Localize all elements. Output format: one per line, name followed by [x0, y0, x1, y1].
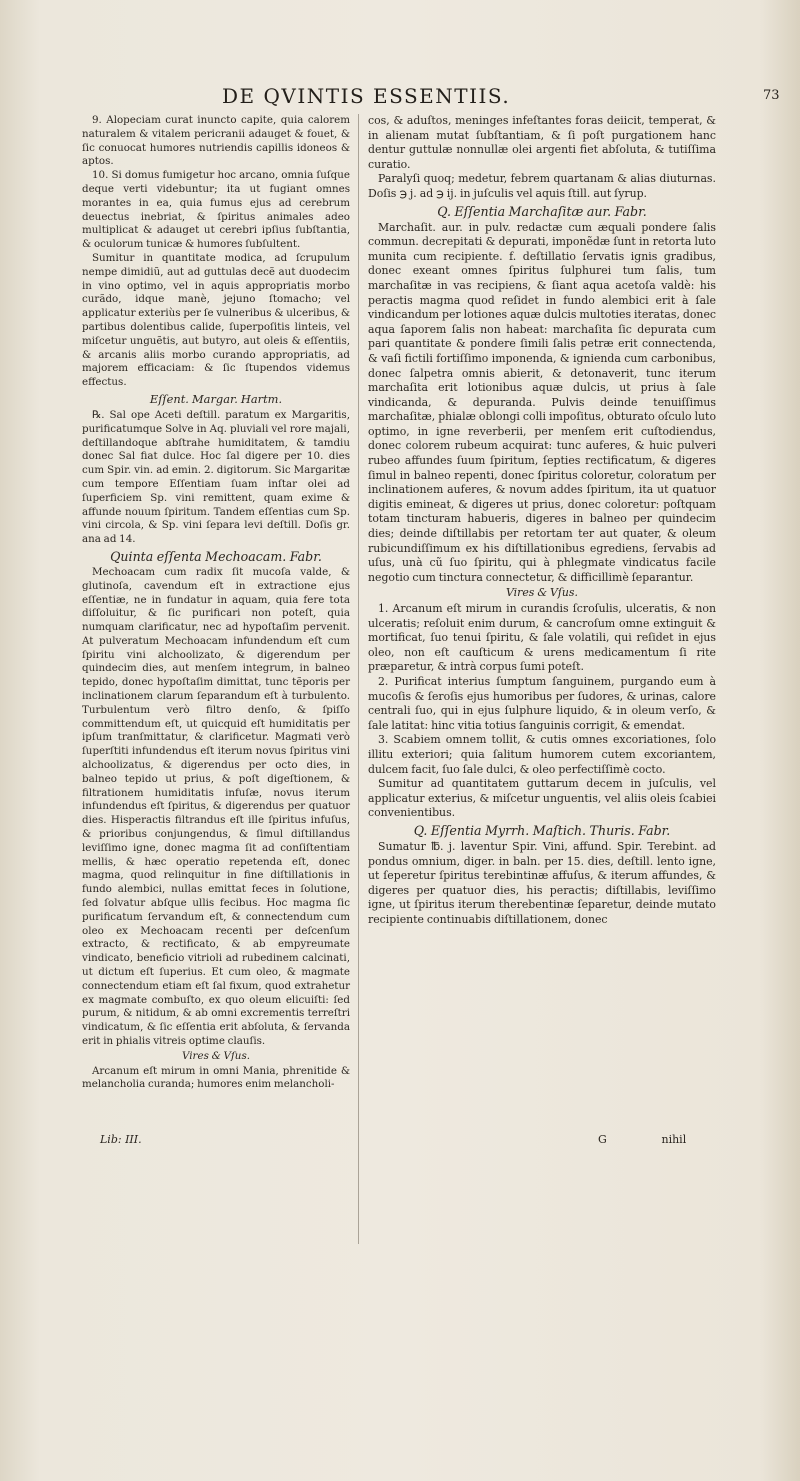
paragraph: Mechoacam cum radix ſit mucoſa valde, & glutinoſa, cavendum eſt in extractione ejus eſſentiæ, ne in fundatur in aquam, quia fere tota diſſoluitur, & ſic purificari non poteſt, quia numquam clarificatur, nec ad hypoſtaſim pervenit. At pulveratum Mechoacam infundendum eſt cum ſpiritu vini alchoolizato, & digerendum per quindecim dies, aut menſem integrum, in balneo tepido, donec hypoſtaſim dimittat, tunc tẽporis per inclinationem clarum ſeparandum eſt à turbulento. Turbulentum verò filtro denſo, & ſpiſſo committendum eſt, ut quicquid eſt humiditatis per ipſum tranſmittatur, & clarificetur. Magmati verò ſuperſtiti infundendus eſt iterum novus ſpiritus vini alchoolizatus, & digerendus per octo dies, in balneo tepido ut prius, & poſt digeſtionem, & filtrationem humiditatis infuſæ, novus iterum infundendus eſt ſpiritus, & digerendus per quatuor dies. Hisperactis filtrandus eſt ille ſpiritus infuſus, & prioribus conjungendus, & ſimul diſtillandus leviſſimo igne, donec magma ſit ad conſiſtentiam mellis, & hæc operatio repetenda eſt, donec magma, quod relinquitur in fine diſtillationis in fundo alembici, nullas emittat feces in ſolutione, ſed ſolvatur abſque ullis fecibus. Hoc magma ſic purificatum ſervandum eſt, & connectendum cum oleo ex Mechoacam recenti per deſcenſum extracto, & rectificato, & ab empyreumate vindicato, beneficio vitrioli ad rubedinem calcinati, ut dictum eſt ſuperius. Et cum oleo, & magmate connectendum etiam eſt ſal fixum, quod extrahetur ex magmate combuſto, ex quo oleum elicuiſti: ſed purum, & nitidum, & ab omni excrementis terreſtri vindicatum, & ſic eſſentia erit abſoluta, & ſervanda erit in phialis vitreis optime clauſis. — [82, 565, 350, 1047]
running-title: DE QVINTIS ESSENTIIS. — [222, 84, 511, 108]
paragraph: 9. Alopeciam curat inuncto capite, quia calorem naturalem & vitalem pericranii adauget & fouet, & ſic conuocat humores nutriendis capillis idoneos & aptos. — [82, 114, 350, 168]
paragraph: ℞. Sal ope Aceti deſtill. paratum ex Margaritis, purificatumque Solve in Aq. pluviali vel rore majali, deſtillandoque abſtrahe humiditatem, & tamdiu donec Sal fiat dulce. Hoc ſal digere per 10. dies cum Spir. vin. ad emin. 2. digitorum. Sic Margaritæ cum tempore Eſſentiam ſuam inſtar olei ad ſuperficiem Sp. vini remittent, quam exime & affunde nouum ſpiritum. Tandem eſſentias cum Sp. vini circola, & Sp. vini ſepara levi deſtill. Doſis gr. ana ad 14. — [82, 408, 350, 546]
subsection-heading: Vires & Vſus. — [506, 586, 578, 600]
paragraph: Sumatur ℔. j. laventur Spir. Vini, affund. Spir. Terebint. ad pondus omnium, diger. in baln. per 15. dies, deſtill. lento igne, ut ſeperetur ſpiritus terebintinæ affuſus, & iterum affundes, & digeres per quatuor dies, his peractis; diſtillabis, leviſſimo igne, ut ſpiritus iterum therebentinæ ſeparetur, deinde mutato recipiente continuabis diſtillationem, donec — [368, 839, 716, 926]
catchword: nihil — [661, 1133, 687, 1146]
paragraph: Sumitur in quantitate modica, ad ſcrupulum nempe dimidiũ, aut ad guttulas decẽ aut duodecim in vino optimo, vel in aquis appropriatis morbo curãdo, idque manè, jejuno ſtomacho; vel applicatur exteriùs per ſe vulneribus & ulceribus, & partibus dolentibus calide, ſuperpoſitis linteis, vel miſcetur unguẽtis, aut butyro, aut oleis & eſſentiis, & arcanis aliis morbo curando appropriatis, ad majorem efficaciam: & ſic ſtupendos videmus effectus. — [82, 251, 350, 389]
paragraph: 1. Arcanum eſt mirum in curandis ſcroſulis, ulceratis, & non ulceratis; reſoluit enim durum, & cancroſum omne extinguit & mortificat, ſuo tenui ſpiritu, & ſale volatili, qui reſidet in ejus oleo, non eſt cauſticum & urens medicamentum ſi rite præparetur, & intrà corpus ſumi poteſt. — [368, 602, 716, 674]
paragraph: Marchaſit. aur. in pulv. redactæ cum æquali pondere ſalis commun. decrepitati & depurati, imponẽdæ ſunt in retorta luto munita cum recipiente. f. deſtillatio ſervatis ignis gradibus, donec exeant omnes ſpiritus ſulphurei tum ſalis, tum marchaſitæ in vas recipiens, & ſiant aqua acetoſa valdè: his peractis magma quod reſidet in fundo alembici erit à ſale vindicandum per lotiones aquæ dulcis multoties iteratas, donec aqua ſaporem ſalis non habeat: marchaſita ſic depurata cum pari quantitate & pondere ſimili ſalis petræ erit connectenda, & vaſi fictili fortiſſimo imponenda, & ignienda cum carbonibus, donec ſalpetra omnis abierit, & detonaverit, tunc iterum marchaſita erit lotionibus aquæ dulcis, ut prius à ſale vindicanda, & depuranda. Pulvis deinde tenuiſſimus marchaſitæ, phialæ oblongi colli impoſitus, obturato oſculo luto optimo, in igne reverberii, per menſem erit cuſtodiendus, donec colorem rubeum acquirat: tunc auferes, & huic pulveri rubeo affundes ſuum ſpiritum, ſepties rectificatum, & digeres ſimul in balneo repenti, donec ſpiritus coloretur, coloratum per inclinationem auferes, & novum addes ſpiritum, ita ut quatuor digitis emineat, & digeres ut prius, donec coloretur: poſtquam totam tincturam habueris, digeres in balneo per quindecim dies; deinde diſtillabis per retortam ter aut quater, & oleum rubicundiſſimum ex his diſtillationibus egrediens, ſervabis ad uſus, unà cũ ſuo ſpiritu, qui à phlegmate vindicatus facile negotio cum tinctura connectetur, & difficillimè ſeparantur. — [368, 220, 716, 584]
section-heading: Q. Eſſentia Myrrh. Maſtich. Thuris. Fabr. — [413, 822, 671, 838]
section-heading: Q. Eſſentia Marchaſitæ aur. Fabr. — [437, 203, 647, 219]
paragraph: Sumitur ad quantitatem guttarum decem in juſculis, vel applicatur exterius, & miſcetur unguentis, vel aliis oleis ſcabiei convenientibus. — [368, 777, 716, 820]
paragraph: 2. Purificat interius ſumptum ſanguinem, purgando eum à mucoſis & ſeroſis ejus humoribus per ſudores, & urinas, calore centrali ſuo, qui in ejus ſulphure liquido, & in oleum verſo, & ſale latitat: hinc vitia totius ſanguinis corrigit, & emendat. — [368, 674, 716, 732]
signature-mark: G — [598, 1133, 607, 1146]
footer-right — [598, 1133, 686, 1146]
section-heading: Eſſent. Margar. Hartm. — [149, 391, 283, 406]
column-divider — [358, 114, 359, 1244]
page-number: 73 — [763, 88, 780, 103]
paragraph: Arcanum eſt mirum in omni Mania, phrenitide & melancholia curanda; humores enim melancholi- — [82, 1064, 350, 1091]
paragraph: 10. Si domus fumigetur hoc arcano, omnia ſuſque deque verti videbuntur; ita ut fugiant omnes morantes in ea, quia fumus ejus ad cerebrum deuectus inebriat, & ſpiritus animales adeo multiplicat & adauget ut cerebri ipſius ſubſtantia, & oculorum tunicæ & humores ſubſultent. — [82, 169, 350, 251]
paragraph: cos, & aduſtos, meninges infeſtantes foras deiicit, temperat, & in alienam mutat ſubſtantiam, & ſi poſt purgationem hanc dentur guttulæ nonnullæ olei argenti fiet abſoluta, & tutiſſima curatio. — [368, 114, 716, 171]
subsection-heading: Vires & Vſus. — [182, 1049, 250, 1062]
paragraph: Paralyſi quoq; medetur, febrem quartanam & alias diuturnas. Doſis ℈ j. ad ℈ ij. in juſculis vel aquis ſtill. aut ſyrup. — [368, 172, 716, 200]
signature-mark-left: Lib: III. — [100, 1133, 142, 1146]
section-heading: Quinta eſſenta Mechoacam. Fabr. — [110, 548, 322, 564]
right-column — [368, 114, 716, 927]
left-column — [82, 114, 350, 1092]
paragraph: 3. Scabiem omnem tollit, & cutis omnes excoriationes, ſolo illitu exteriori; quia ſalitum humorem cutem excoriantem, dulcem facit, ſuo ſale dulci, & oleo perfectiſſimè cocto. — [368, 733, 716, 776]
page-header — [0, 84, 800, 110]
